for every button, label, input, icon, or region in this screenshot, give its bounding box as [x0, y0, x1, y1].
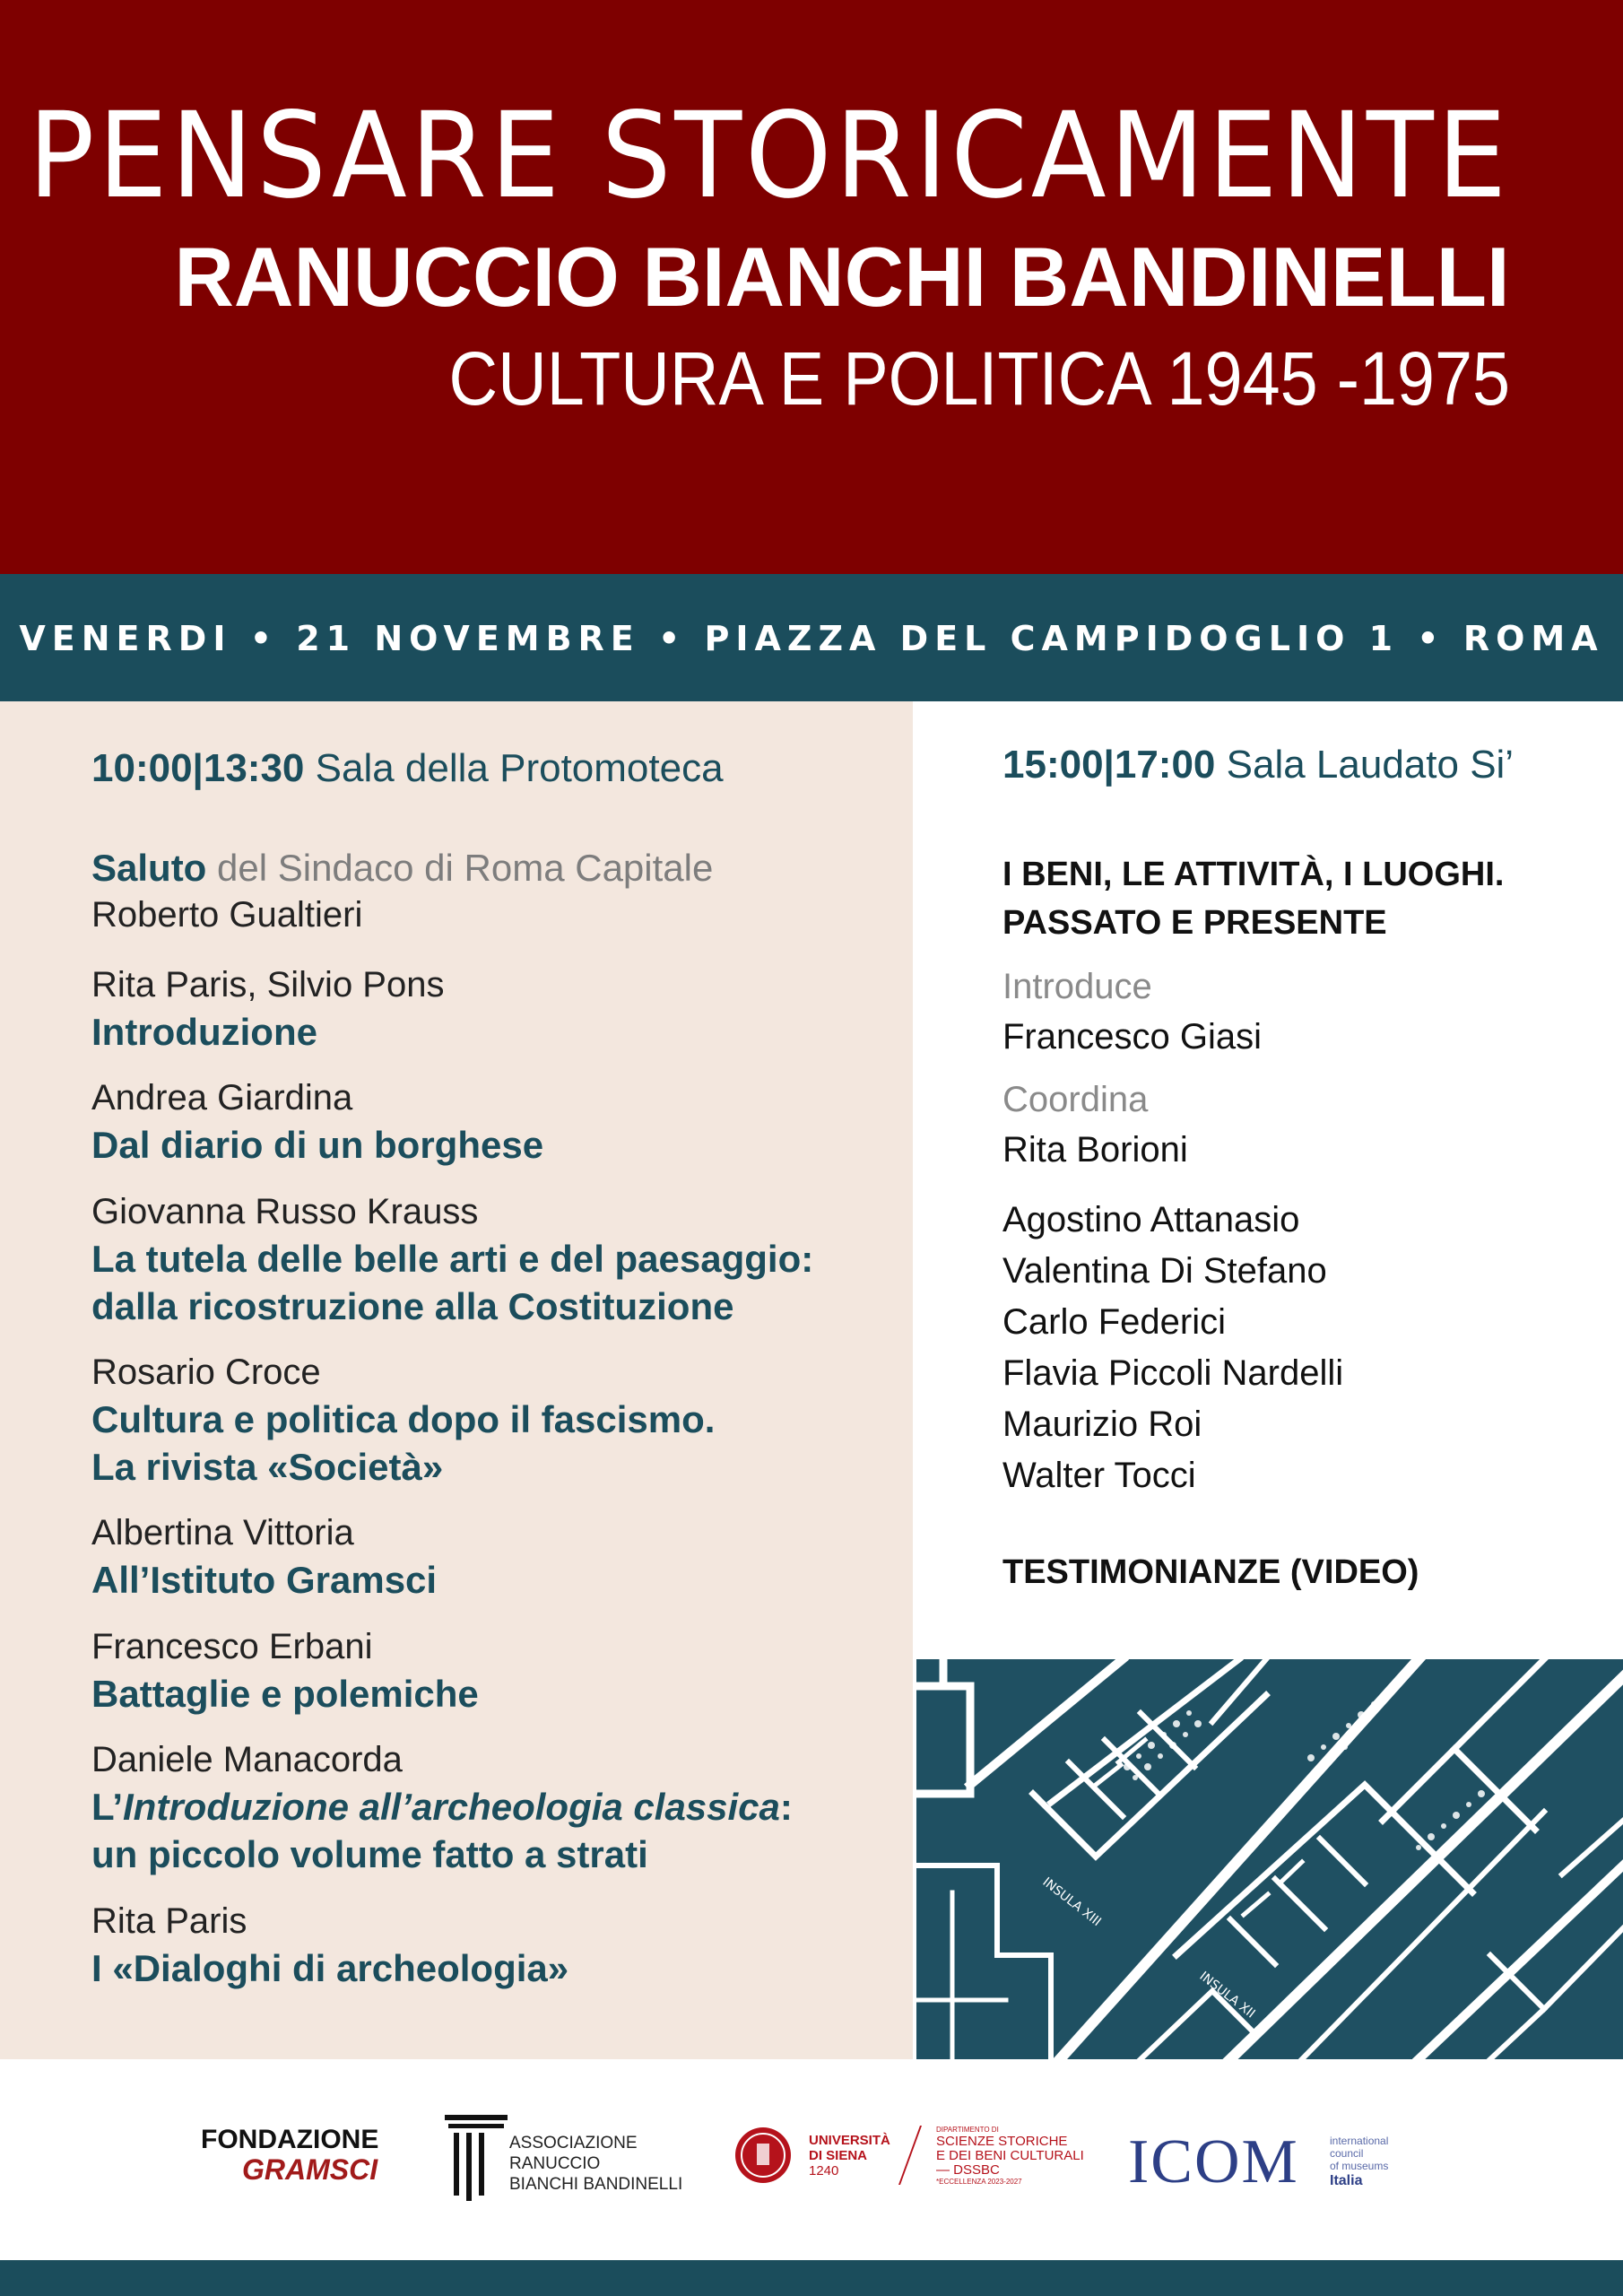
honoree-name: RANUCCIO BIANCHI BANDINELLI: [174, 230, 1510, 324]
talk-speaker: Rosario Croce: [91, 1352, 321, 1392]
gramsci-logo-line1: FONDAZIONE: [201, 2125, 379, 2154]
greeting-person: Roberto Gualtieri: [91, 895, 363, 935]
talk-speaker: Daniele Manacorda: [91, 1740, 403, 1779]
site-plan-drawing: [916, 1659, 1623, 2059]
panelist: Flavia Piccoli Nardelli: [1002, 1353, 1344, 1393]
assoc-logo-line1: ASSOCIAZIONE: [509, 2134, 638, 2152]
panelist: Walter Tocci: [1002, 1456, 1196, 1495]
dssbc-logo-line0: DIPARTIMENTO DI: [936, 2126, 999, 2134]
afternoon-heading: [1002, 850, 1504, 947]
morning-time: 10:00|13:30: [91, 746, 305, 790]
dssbc-logo-line3: — DSSBC: [936, 2162, 1000, 2178]
sponsor-logos: [0, 2059, 1623, 2260]
afternoon-time-room: [1002, 743, 1514, 787]
afternoon-heading-line1: I BENI, LE ATTIVITÀ, I LUOGHI.: [1002, 856, 1505, 893]
fondazione-gramsci-logo[interactable]: [201, 2126, 407, 2185]
coordina-person: Rita Borioni: [1002, 1130, 1188, 1170]
event-title: PENSARE STORICAMENTE: [28, 87, 1510, 225]
morning-time-room: [91, 746, 724, 791]
icom-logo-line2: council: [1330, 2147, 1364, 2160]
afternoon-session: [913, 701, 1623, 1659]
morning-session: [0, 701, 913, 2059]
afternoon-time: 15:00|17:00: [1002, 743, 1216, 787]
talk-item: [91, 1188, 898, 1330]
panelist-list: [1002, 1195, 1343, 1501]
talk-title: Cultura e politica dopo il fascismo.: [91, 1398, 716, 1440]
column-icon: [445, 2115, 508, 2201]
coordina-label: Coordina: [1002, 1080, 1149, 1119]
bottom-bar: [0, 2260, 1623, 2296]
talk-title: Dal diario di un borghese: [91, 1124, 544, 1166]
talk-title-italic: Introduzione all’archeologia classica: [123, 1786, 780, 1828]
assoc-logo-line2: RANUCCIO: [509, 2154, 601, 2173]
assoc-logo-line3: BIANCHI BANDINELLI: [509, 2175, 683, 2194]
talk-item: [91, 1349, 898, 1491]
greeting-block: [91, 845, 898, 938]
icom-wordmark: ICOM: [1128, 2127, 1299, 2196]
panelist: Maurizio Roi: [1002, 1405, 1202, 1444]
siena-logo-line2: DI SIENA: [809, 2148, 868, 2163]
header-banner: [0, 0, 1623, 574]
gramsci-logo-line2: GRAMSCI: [242, 2153, 378, 2186]
universita-siena-logo[interactable]: [733, 2126, 1110, 2197]
talk-title-prefix: L’: [91, 1786, 124, 1828]
talk-title: Battaglie e polemiche: [91, 1673, 479, 1715]
talk-title: La tutela delle belle arti e del paesaggio:: [91, 1238, 814, 1280]
talk-item: [91, 1074, 898, 1169]
icom-italia-logo[interactable]: [1128, 2127, 1415, 2203]
talk-item: [91, 1509, 898, 1604]
dssbc-logo-line2: E DEI BENI CULTURALI: [936, 2148, 1084, 2163]
associazione-logo[interactable]: [445, 2115, 714, 2205]
talk-title-line2: dalla ricostruzione alla Costituzione: [91, 1285, 734, 1327]
talk-title-line2: La rivista «Società»: [91, 1446, 444, 1488]
introduce-block: [1002, 961, 1262, 1063]
talk-title-line2: un piccolo volume fatto a strati: [91, 1833, 648, 1875]
coordina-block: [1002, 1074, 1188, 1176]
greeting-label: Saluto: [91, 847, 207, 889]
talk-speaker: Giovanna Russo Krauss: [91, 1192, 479, 1231]
talk-speaker: Albertina Vittoria: [91, 1513, 354, 1552]
introduce-person: Francesco Giasi: [1002, 1017, 1262, 1057]
archaeological-plan-image: [916, 1659, 1623, 2059]
dssbc-logo-line1: SCIENZE STORICHE: [936, 2134, 1068, 2149]
talk-title: Introduzione: [91, 1011, 317, 1053]
map-label: INSULA XIII: [1039, 1874, 1104, 1930]
introduce-label: Introduce: [1002, 967, 1152, 1006]
talk-speaker: Francesco Erbani: [91, 1627, 373, 1666]
talk-title-suffix: :: [779, 1786, 793, 1828]
talk-item: [91, 961, 898, 1056]
afternoon-heading-line2: PASSATO E PRESENTE: [1002, 904, 1387, 942]
talk-speaker: Rita Paris: [91, 1901, 247, 1941]
panelist: Carlo Federici: [1002, 1302, 1226, 1342]
talk-speaker: Andrea Giardina: [91, 1078, 353, 1118]
talk-item: [91, 1736, 898, 1878]
icom-logo-line1: international: [1330, 2135, 1389, 2147]
talk-speaker: Rita Paris, Silvio Pons: [91, 965, 445, 1004]
talk-title: All’Istituto Gramsci: [91, 1559, 438, 1601]
map-label: INSULA XII: [1196, 1969, 1258, 2022]
dssbc-logo-line4: *ECCELLENZA 2023-2027: [936, 2178, 1022, 2186]
date-location-band: [0, 574, 1623, 701]
logo-divider: [898, 2126, 922, 2185]
siena-logo-line3: 1240: [809, 2163, 839, 2179]
panelist: Valentina Di Stefano: [1002, 1251, 1327, 1291]
event-subtitle: CULTURA E POLITICA 1945 -1975: [448, 336, 1510, 421]
afternoon-room: Sala Laudato Si’: [1226, 743, 1515, 787]
morning-room: Sala della Protomoteca: [315, 746, 724, 790]
talk-title: I «Dialoghi di archeologia»: [91, 1947, 569, 1989]
date-location-text: VENERDI • 21 NOVEMBRE • PIAZZA DEL CAMPIDOGLIO 1 • ROMA: [19, 619, 1604, 658]
talk-item: [91, 1898, 898, 1992]
testimonials-heading: TESTIMONIANZE (VIDEO): [1002, 1553, 1419, 1591]
panelist: Agostino Attanasio: [1002, 1200, 1300, 1239]
icom-logo-line3: of museums: [1330, 2160, 1389, 2172]
siena-logo-line1: UNIVERSITÀ: [809, 2133, 890, 2148]
talk-title: [91, 1783, 898, 1831]
talk-item: [91, 1623, 898, 1718]
siena-seal-icon: [733, 2126, 793, 2185]
icom-logo-line4: Italia: [1330, 2173, 1363, 2188]
greeting-text: del Sindaco di Roma Capitale: [217, 847, 714, 889]
